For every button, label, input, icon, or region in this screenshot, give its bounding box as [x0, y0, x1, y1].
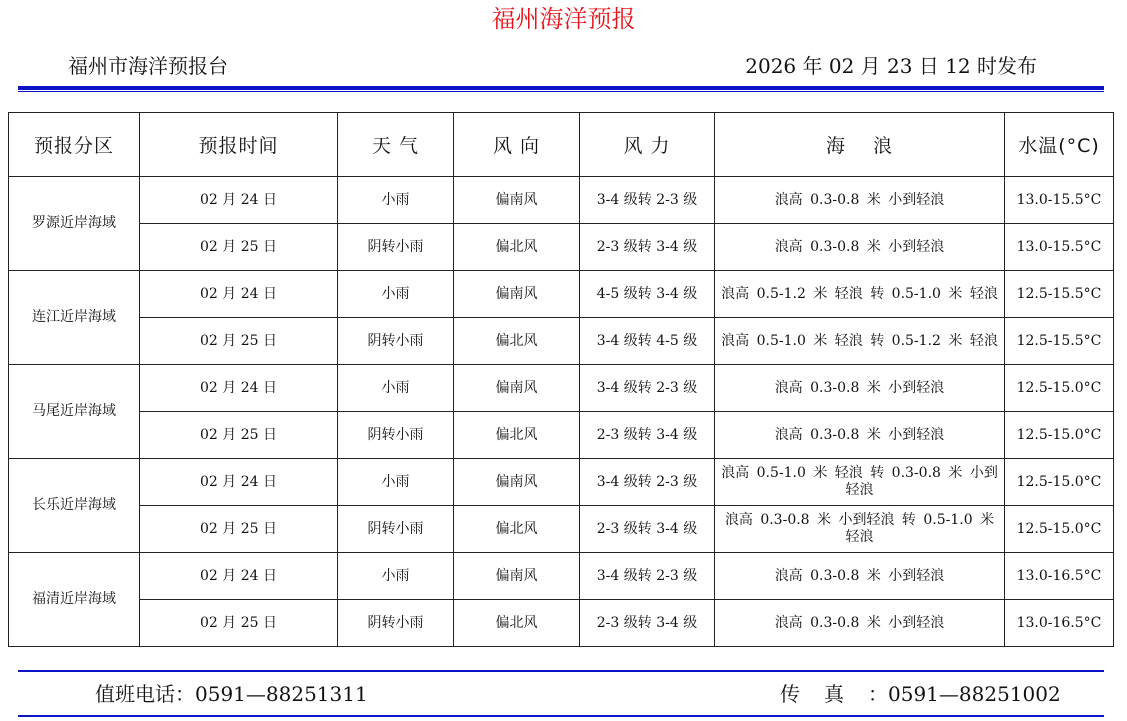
- weather: 小雨: [338, 177, 454, 224]
- header-divider-thick: [18, 86, 1104, 90]
- wind-direction: 偏北风: [454, 224, 580, 271]
- wind-force: 3-4 级转 2-3 级: [580, 365, 715, 412]
- forecast-date: 02 月 25 日: [140, 506, 338, 553]
- forecast-date: 02 月 24 日: [140, 177, 338, 224]
- wave: 浪高 0.3-0.8 米 小到轻浪: [715, 224, 1005, 271]
- wave: 浪高 0.5-1.0 米 轻浪 转 0.5-1.2 米 轻浪: [715, 318, 1005, 365]
- wave: 浪高 0.5-1.2 米 轻浪 转 0.5-1.0 米 轻浪: [715, 271, 1005, 318]
- wave: 浪高 0.3-0.8 米 小到轻浪 转 0.5-1.0 米 轻浪: [715, 506, 1005, 553]
- forecast-date: 02 月 25 日: [140, 318, 338, 365]
- water-temp: 12.5-15.0°C: [1005, 459, 1114, 506]
- wave: 浪高 0.3-0.8 米 小到轻浪: [715, 365, 1005, 412]
- table-row: [9, 412, 1114, 459]
- table-row: [9, 553, 1114, 600]
- issue-time: 2026 年 02 月 23 日 12 时发布: [745, 54, 1037, 78]
- table-row: [9, 459, 1114, 506]
- table-row: [9, 365, 1114, 412]
- header-date: 预报时间: [140, 113, 338, 177]
- forecast-date: 02 月 25 日: [140, 412, 338, 459]
- water-temp: 13.0-16.5°C: [1005, 553, 1114, 600]
- footer-divider-top: [18, 670, 1104, 672]
- weather: 阴转小雨: [338, 506, 454, 553]
- wind-direction: 偏南风: [454, 271, 580, 318]
- region-name: 连江近岸海域: [9, 271, 140, 365]
- water-temp: 12.5-15.5°C: [1005, 318, 1114, 365]
- wind-force: 2-3 级转 3-4 级: [580, 224, 715, 271]
- wave: 浪高 0.5-1.0 米 轻浪 转 0.3-0.8 米 小到轻浪: [715, 459, 1005, 506]
- wind-direction: 偏南风: [454, 365, 580, 412]
- header-divider-thin: [18, 91, 1104, 92]
- weather: 小雨: [338, 553, 454, 600]
- wind-force: 2-3 级转 3-4 级: [580, 506, 715, 553]
- footer-divider-bottom: [18, 715, 1104, 717]
- table-row: [9, 177, 1114, 224]
- weather: 阴转小雨: [338, 224, 454, 271]
- region-name: 长乐近岸海域: [9, 459, 140, 553]
- wave: 浪高 0.3-0.8 米 小到轻浪: [715, 553, 1005, 600]
- wind-force: 3-4 级转 4-5 级: [580, 318, 715, 365]
- wind-force: 2-3 级转 3-4 级: [580, 412, 715, 459]
- region-name: 福清近岸海域: [9, 553, 140, 647]
- issuing-organization: 福州市海洋预报台: [68, 54, 228, 78]
- wind-direction: 偏南风: [454, 553, 580, 600]
- wind-force: 2-3 级转 3-4 级: [580, 600, 715, 647]
- wave: 浪高 0.3-0.8 米 小到轻浪: [715, 177, 1005, 224]
- weather: 小雨: [338, 271, 454, 318]
- wind-direction: 偏北风: [454, 412, 580, 459]
- forecast-table: [8, 112, 1114, 647]
- water-temp: 13.0-15.5°C: [1005, 224, 1114, 271]
- forecast-date: 02 月 24 日: [140, 365, 338, 412]
- water-temp: 12.5-15.5°C: [1005, 271, 1114, 318]
- wind-direction: 偏北风: [454, 600, 580, 647]
- wind-force: 4-5 级转 3-4 级: [580, 271, 715, 318]
- wave: 浪高 0.3-0.8 米 小到轻浪: [715, 600, 1005, 647]
- fax-info: [780, 680, 1061, 708]
- table-row: [9, 224, 1114, 271]
- water-temp: 12.5-15.0°C: [1005, 365, 1114, 412]
- wind-force: 3-4 级转 2-3 级: [580, 553, 715, 600]
- wind-direction: 偏北风: [454, 506, 580, 553]
- wind-force: 3-4 级转 2-3 级: [580, 177, 715, 224]
- header-water-temp: 水温(°C): [1005, 113, 1114, 177]
- fax-number: ：0591—88251002: [868, 682, 1061, 706]
- table-row: [9, 506, 1114, 553]
- water-temp: 13.0-15.5°C: [1005, 177, 1114, 224]
- weather: 小雨: [338, 459, 454, 506]
- forecast-date: 02 月 25 日: [140, 600, 338, 647]
- water-temp: 13.0-16.5°C: [1005, 600, 1114, 647]
- table-header-row: [9, 113, 1114, 177]
- wind-direction: 偏南风: [454, 177, 580, 224]
- table-row: [9, 600, 1114, 647]
- weather: 阴转小雨: [338, 318, 454, 365]
- forecast-date: 02 月 24 日: [140, 271, 338, 318]
- table-row: [9, 271, 1114, 318]
- weather: 阴转小雨: [338, 600, 454, 647]
- forecast-date: 02 月 25 日: [140, 224, 338, 271]
- wind-direction: 偏南风: [454, 459, 580, 506]
- fax-label: 传真: [780, 682, 868, 706]
- weather: 小雨: [338, 365, 454, 412]
- header-wave: 海 浪: [715, 113, 1005, 177]
- header-region: 预报分区: [9, 113, 140, 177]
- region-name: 马尾近岸海域: [9, 365, 140, 459]
- header-wind-direction: 风 向: [454, 113, 580, 177]
- wind-force: 3-4 级转 2-3 级: [580, 459, 715, 506]
- water-temp: 12.5-15.0°C: [1005, 506, 1114, 553]
- page-title: 福州海洋预报: [491, 5, 636, 33]
- region-name: 罗源近岸海域: [9, 177, 140, 271]
- forecast-date: 02 月 24 日: [140, 459, 338, 506]
- forecast-date: 02 月 24 日: [140, 553, 338, 600]
- table-row: [9, 318, 1114, 365]
- water-temp: 12.5-15.0°C: [1005, 412, 1114, 459]
- header-weather: 天 气: [338, 113, 454, 177]
- weather: 阴转小雨: [338, 412, 454, 459]
- duty-phone: 值班电话：0591—88251311: [95, 682, 368, 706]
- wind-direction: 偏北风: [454, 318, 580, 365]
- header-wind-force: 风 力: [580, 113, 715, 177]
- wave: 浪高 0.3-0.8 米 小到轻浪: [715, 412, 1005, 459]
